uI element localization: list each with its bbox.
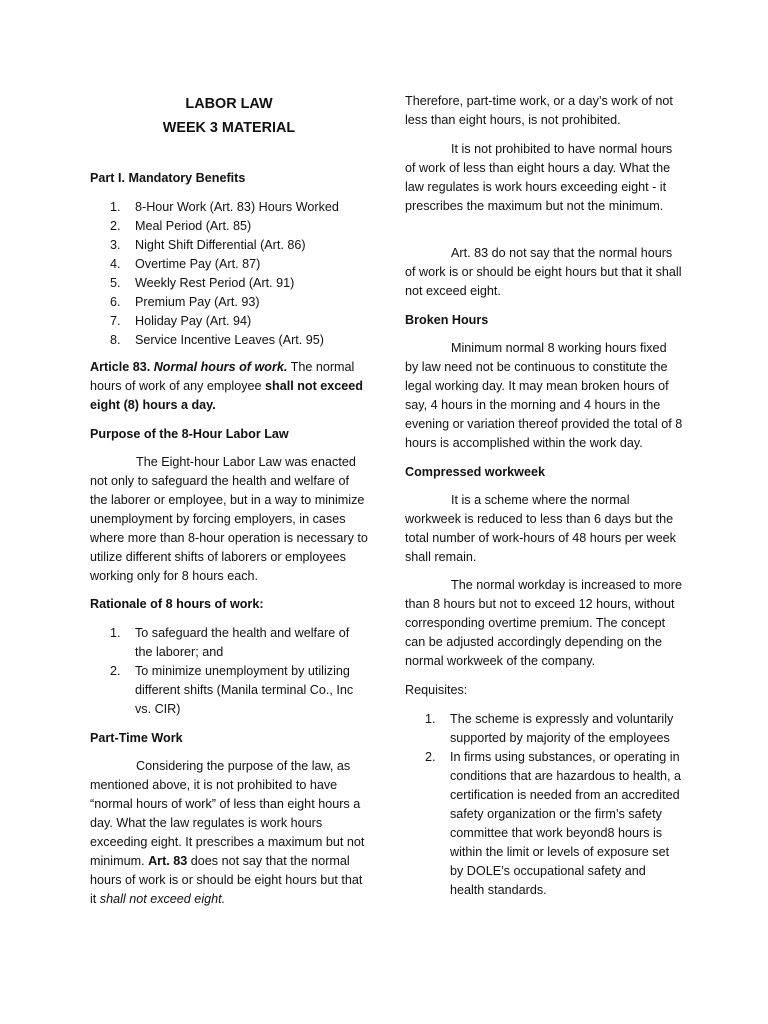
list-item: 6. Premium Pay (Art. 93) xyxy=(110,295,260,309)
document-title xyxy=(90,92,368,140)
rationale-heading: Rationale of 8 hours of work: xyxy=(90,597,264,611)
part1-heading: Part I. Mandatory Benefits xyxy=(90,171,246,185)
compressed-paragraph-1: It is a scheme where the normal workweek is reduced to less than 6 days but the total number of work-hours of 48 hours per week shall remain. xyxy=(405,493,676,564)
title-line-1: LABOR LAW xyxy=(185,96,273,112)
purpose-paragraph: The Eight-hour Labor Law was enacted not only to safeguard the health and welfare of the laborer or employee, but in a way to minimize unemployment by forcing employers, in cases where more than 8-hour operation is necessary to utilize different shifts of laborers or employees working only for 8 hours each. xyxy=(90,455,368,583)
part-time-continued: Therefore, part-time work, or a day’s work of not less than eight hours, is not prohibited. xyxy=(405,94,673,127)
broken-hours-heading: Broken Hours xyxy=(405,313,489,327)
purpose-heading: Purpose of the 8-Hour Labor Law xyxy=(90,427,289,441)
list-item: 1. The scheme is expressly and voluntarily supported by majority of the employees xyxy=(425,712,674,745)
list-item: 4. Overtime Pay (Art. 87) xyxy=(110,257,261,271)
paragraph: Art. 83 do not say that the normal hours of work is or should be eight hours but that it shall not exceed eight. xyxy=(405,246,682,298)
benefits-list xyxy=(90,198,368,350)
list-item: 1. To safeguard the health and welfare of the laborer; and xyxy=(110,626,350,659)
broken-hours-paragraph: Minimum normal 8 working hours fixed by law need not be continuous to constitute the legal working day. It may mean broken hours of say, 4 hours in the morning and 4 hours in the evening or variation thereof provided the total of 8 hours is accomplished within the work day. xyxy=(405,341,683,450)
requisites-label: Requisites: xyxy=(405,683,468,697)
list-item: 8. Service Incentive Leaves (Art. 95) xyxy=(110,333,324,347)
requisites-list xyxy=(405,710,683,900)
list-item: 5. Weekly Rest Period (Art. 91) xyxy=(110,276,295,290)
part-time-heading: Part-Time Work xyxy=(90,731,183,745)
title-line-2: WEEK 3 MATERIAL xyxy=(162,120,296,136)
list-item: 2. In firms using substances, or operating in conditions that are hazardous to health, a certification is needed from an accredited safety organization or the firm’s safety committee that work beyond8 hours is within the limit or levels of exposure set by DOLE’s occupational safety and health standards. xyxy=(425,750,682,897)
list-item: 3. Night Shift Differential (Art. 86) xyxy=(110,238,306,252)
list-item: 2. Meal Period (Art. 85) xyxy=(110,219,252,233)
compressed-workweek-heading: Compressed workweek xyxy=(405,465,545,479)
rationale-list xyxy=(90,624,368,719)
article-83-paragraph: Article 83. Normal hours of work. The normal hours of work of any employee shall not exceed eight (8) hours a day. xyxy=(90,360,364,412)
part-time-paragraph: Considering the purpose of the law, as mentioned above, it is not prohibited to have “normal hours of work” of less than eight hours a day. What the law regulates is work hours exceeding eight. It prescribes a maximum but not minimum. Art. 83 does not say that the normal hours of work is or should be eight hours but that it shall not exceed eight. xyxy=(90,759,365,906)
list-item: 2. To minimize unemployment by utilizing different shifts (Manila terminal Co., Inc vs. CIR) xyxy=(110,664,354,716)
list-item: 1. 8-Hour Work (Art. 83) Hours Worked xyxy=(110,200,339,214)
compressed-paragraph-2: The normal workday is increased to more than 8 hours but not to exceed 12 hours, without corresponding overtime premium. The concept can be adjusted accordingly depending on the normal workweek of the company. xyxy=(405,578,682,668)
paragraph: It is not prohibited to have normal hours of work of less than eight hours a day. What the law regulates is work hours exceeding eight - it prescribes the maximum but not the minimum. xyxy=(405,142,673,213)
list-item: 7. Holiday Pay (Art. 94) xyxy=(110,314,252,328)
